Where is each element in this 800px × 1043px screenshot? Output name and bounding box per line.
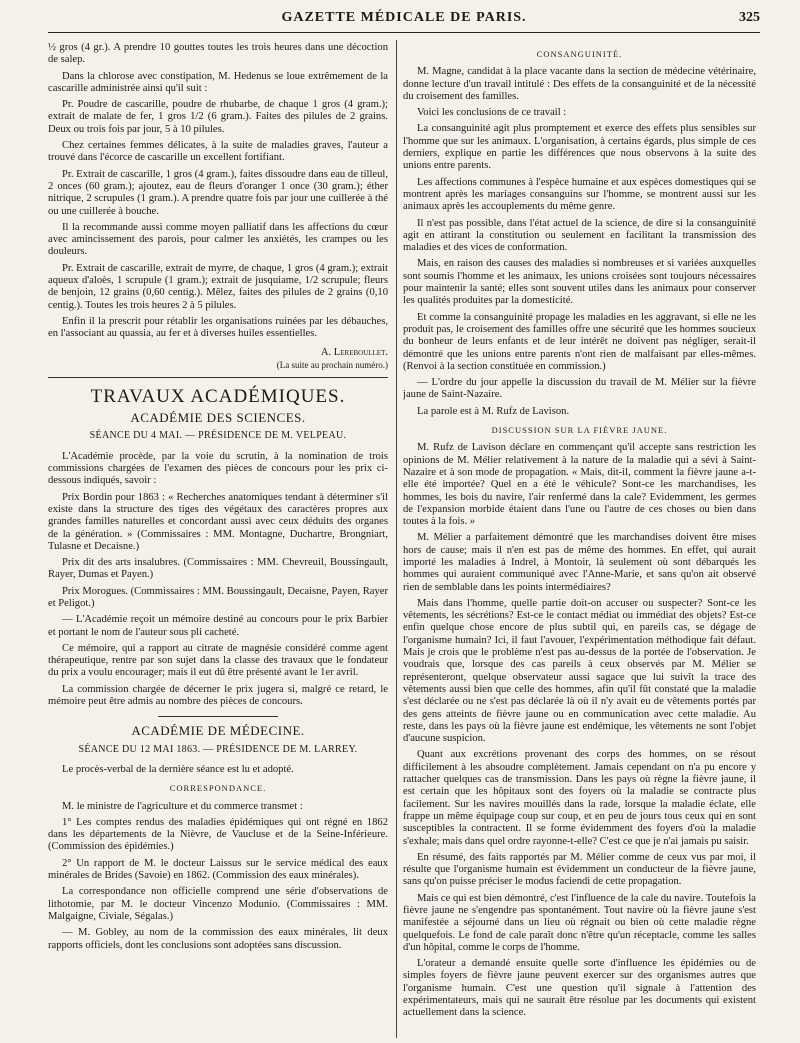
subsection-heading: CONSANGUINITÉ.	[536, 49, 623, 59]
paragraph: Dans la chlorose avec constipation, M. Hedenus se loue extrêmement de la cascarille administrée ainsi qu'il suit :	[48, 70, 388, 94]
paragraph: La commission chargée de décerner le prix jugera si, malgré ce retard, le mémoire peut être admis au nombre des pièces de concours.	[48, 683, 388, 708]
left-column	[48, 42, 388, 1040]
paragraph: 2° Un rapport de M. le docteur Laissus sur le service médical des eaux minérales de Brides (Savoie) en 1862. (Commission des eaux minérales).	[48, 857, 388, 882]
paragraph: — L'ordre du jour appelle la discussion du travail de M. Mélier sur la fièvre jaune de Saint-Nazaire.	[403, 377, 756, 401]
column-divider	[396, 40, 397, 1038]
paragraph: Prix Morogues. (Commissaires : MM. Boussingault, Decaisne, Payen, Rayer et Peligot.)	[48, 585, 388, 609]
paragraph: Mais, en raison des causes des maladies si nombreuses et si variées auxquelles sont soumis l'homme et les animaux, les unions croisées sont toujours nécessaires pour maintenir la santé; elles sont souvent utiles dans les animaux pour conserver les qualités produites par la domesticité.	[403, 258, 756, 307]
section-rule	[48, 377, 388, 378]
paragraph: Il n'est pas possible, dans l'état actuel de la science, de dire si la consanguinité agit en attirant la constitution ou seulement en facilitant la transmission des maladies et des vices de conformation.	[403, 217, 756, 254]
author-signature: A. Lereboullet.	[320, 346, 388, 358]
paragraph: Le procès-verbal de la dernière séance est lu et adopté.	[62, 763, 294, 775]
paragraph: Voici les conclusions de ce travail :	[417, 107, 567, 119]
paragraph: — L'Académie reçoit un mémoire destiné au concours pour le prix Barbier et portant le nom de l'auteur sous pli cacheté.	[48, 614, 388, 638]
page-number: 325	[739, 10, 760, 25]
paragraph: Il la recommande aussi comme moyen palliatif dans les affections du cœur avec amincissement des parois, pour calmer les anxiétés, les crampes ou les douleurs.	[48, 221, 388, 258]
section-title: TRAVAUX ACADÉMIQUES.	[90, 386, 346, 408]
subsection-heading: CORRESPONDANCE.	[169, 783, 267, 794]
right-column	[403, 42, 756, 1040]
paragraph: ½ gros (4 gr.). A prendre 10 gouttes toutes les trois heures dans une décoction de salep.	[48, 42, 388, 66]
paragraph: M. Magne, candidat à la place vacante dans la section de médecine vétérinaire, donne lecture d'un travail intitulé : Des effets de la consanguinité et de la nécessité du croisement des familles.	[403, 66, 756, 102]
subsection-heading: DISCUSSION SUR LA FIÈVRE JAUNE.	[491, 425, 668, 436]
session-heading: SÉANCE DU 12 MAI 1863. — PRÉSIDENCE DE M. LARREY.	[78, 743, 358, 755]
prescription: Pr. Extrait de cascarille, 1 gros (4 gram.), faites dissoudre dans eau de tilleul, 2 onces (60 gram.); ajoutez, eau de fleurs d'oranger 1 once (30 gram.); éther nitrique, 2 scrupules (1 gram.). A prendre quatre fois par jour une cuillerée à thé ou une cuillerée à bouche.	[48, 168, 388, 217]
paragraph: Enfin il la prescrit pour rétablir les organisations ruinées par les débauches, en l'associant au quassia, au fer et à diverses huiles essentielles.	[48, 315, 388, 340]
paragraph: Quant aux excrétions provenant des corps des hommes, on se résout difficilement à les absoudre complètement. Jamais cependant on n'a pu encore y rattacher quelques cas de transmission. Dans les pays où règne la fièvre jaune, il est certain que les hôpitaux sont des foyers où la maladie se contracte plus facilement. Sur les navires mouillés dans la rade, lorsque la maladie éclate, elle frappe un même équipage coup sur coup, et en peu de jours tous ceux qui en sont susceptibles la contractent. Il se forme évidemment des foyers d'où la maladie s'exhale; mais dans quel ordre rayonne-t-elle? C'est ce que je n'ai jamais pu saisir.	[403, 749, 756, 847]
paragraph: Et comme la consanguinité propage les maladies en les aggravant, si elle ne les produit pas, le croisement des familles offre une sécurité que les hommes soucieux du bonheur de leurs enfants et de leur intérêt ne doivent pas négliger, serait-il démontré que les unions entre parents n'ont rien de malfaisant par elles-mêmes. (Renvoi à la section constituée en commission.)	[403, 311, 756, 372]
paragraph: L'Académie procède, par la voie du scrutin, à la nomination de trois commissions chargées de l'examen des pièces de concours pour les prix ci-dessous indiqués, savoir :	[48, 450, 388, 487]
paragraph: La parole est à M. Rufz de Lavison.	[417, 405, 570, 417]
paragraph: L'orateur a demandé ensuite quelle sorte d'influence les épidémies ou de simples foyers de fièvre jaune peuvent exercer sur des organismes autres que l'organisme humain. C'est une question qu'il signale à l'attention des expérimentateurs, mais qui ne saurait être résolue par les documents qui existent actuellement dans la science.	[403, 958, 756, 1019]
journal-title: GAZETTE MÉDICALE DE PARIS.	[281, 10, 527, 25]
paragraph: 1° Les comptes rendus des maladies épidémiques qui ont régné en 1862 dans les départements de la Nièvre, de Vaucluse et de la Seine-Inférieure. (Commission des épidémies.)	[48, 816, 388, 853]
paragraph: Les affections communes à l'espèce humaine et aux espèces domestiques qui se montrent après les mariages consanguins sur l'homme, se montrent aussi sur les animaux après les accouplements du même genre.	[403, 176, 756, 213]
page-header	[48, 6, 760, 33]
continued-note: (La suite au prochain numéro.)	[276, 359, 388, 370]
paragraph: Ce mémoire, qui a rapport au citrate de magnésie considéré comme agent thérapeutique, rentre par son sujet dans la classe des travaux que le fondateur du prix a voulu encourager; mais il eut dû être présenté avant le 1er avril.	[48, 642, 388, 679]
prescription: Pr. Poudre de cascarille, poudre de rhubarbe, de chaque 1 gros (4 gram.); extrait de malate de fer, 1 gros 1/2 (6 gram.). Faites des pilules de 2 grains. Deux ou trois fois par jour, 5 à 10 pilules.	[48, 99, 388, 135]
session-heading: SÉANCE DU 4 MAI. — PRÉSIDENCE DE M. VELPEAU.	[89, 430, 347, 442]
paragraph: La consanguinité agit plus promptement et exerce des effets plus sensibles sur l'homme que sur les animaux. L'organisation, à certains égards, plus simple de ces derniers, explique en partie les différences que nous observons à la suite des unions entre parents.	[403, 123, 756, 172]
paragraph: Prix Bordin pour 1863 : « Recherches anatomiques tendant à déterminer s'il existe dans la structure des tiges des végétaux des caractères propres aux grandes familles naturelles et concordant aussi avec ceux déduits des organes de la génération. » (Commissaires : MM. Montagne, Duchartre, Brongniart, Tulasne et Decaisne.)	[48, 491, 388, 552]
paragraph: Mais dans l'homme, quelle partie doit-on accuser ou suspecter? Sont-ce les vêtements, les sécrétions? Est-ce le contact médiat ou immédiat des objets? Est-ce enfin quelque chose encore de plus subtil qui, en pareils cas, se dégage de l'organisme humain? Ici, il faut l'avouer, l'expérimentation méthodique fait défaut. Mais je crois que le problème n'est pas au-dessus de la portée de l'observation. Je voudrais que, lorsque des cas pareils à ceux observés par M. Mélier se représenteront, quelque observateur aussi sagace que lui suivît la trace des vêtements aussi bien que celle des hommes, afin qu'il fût constaté que la maladie s'est déclarée ou ne s'est pas déclarée là où il n'y avait eu de vêtements portés par des gens atteints de fièvre jaune ou en communication avec cette maladie. Au reste, dans les pays où la fièvre jaune est endémique, les vêtements ne sont l'objet d'aucune suspicion.	[403, 597, 756, 745]
paragraph: Chez certaines femmes délicates, à la suite de maladies graves, l'auteur a trouvé dans l'écorce de cascarille un excellent fortifiant.	[48, 140, 388, 164]
paragraph: M. Mélier a parfaitement démontré que les marchandises doivent être mises hors de cause; mais il n'en est pas de même des hommes. En effet, qui aurait importé les maladies à Indrel, à Montoir, là seulement où sont débarqués les hommes qui auraient communiqué avec l'Anne-Marie, et sans qu'on ait observé rien de semblable dans les points intermédiaires?	[403, 532, 756, 593]
prescription: Pr. Extrait de cascarille, extrait de myrre, de chaque, 1 gros (4 gram.); extrait aqueux d'aloès, 1 scrupule (1 gram.); extrait de jusquiame, 1/2 scrupule; fleurs de benjoin, 12 grains (0,60 centig.). Mêlez, faites des pilules de 2 grains (0,10 centig.). Toutes les trois heures 2 à 5 pilules.	[48, 262, 388, 311]
paragraph: Mais ce qui est bien démontré, c'est l'influence de la cale du navire. Toutefois la fièvre jaune ne s'engendre pas spontanément. Tout navire où la fièvre jaune s'est manifestée a séjourné dans un lieu où régnait ou bien où cette maladie règne quelquefois. Le fond de cale paraît donc n'être qu'un réceptacle, comme les salles d'un hôpital, comme le corps de l'homme.	[403, 892, 756, 953]
paragraph: — M. Gobley, au nom de la commission des eaux minérales, lit deux rapports officiels, dont les conclusions sont adoptées sans discussion.	[48, 927, 388, 951]
paragraph: Prix dit des arts insalubres. (Commissaires : MM. Chevreuil, Boussingault, Rayer, Dumas et Payen.)	[48, 557, 388, 581]
paragraph: M. Rufz de Lavison déclare en commençant qu'il accepte sans restriction les opinions de M. Mélier relativement à la nature de la maladie qui a sévi à Saint-Nazaire et à son mode de propagation. « Mais, dit-il, comment la fièvre jaune a-t-elle été importée? Quel en a été le véhicule? Sont-ce les marchandises, les hommes, les bois du navire, l'air renfermé dans la cale? Evidemment, les germes de l'expansion morbide étaient dans l'une ou l'autre de ces choses ou bien dans toutes à la fois. »	[403, 442, 756, 528]
paragraph: La correspondance non officielle comprend une série d'observations de lithotomie, par M. le docteur Vincenzo Modunio. (Commissaires : MM. Malgaigne, Civiale, Ségalas.)	[48, 886, 388, 922]
academy-title: ACADÉMIE DES SCIENCES.	[130, 410, 306, 426]
section-rule	[158, 716, 278, 717]
academy-title: ACADÉMIE DE MÉDECINE.	[131, 723, 305, 739]
paragraph: En résumé, des faits rapportés par M. Mélier comme de ceux vus par moi, il résulte que l'organisme humain est évidemment un conducteur de la fièvre jaune, sans qu'on puisse préciser le modus faciendi de cette propagation.	[403, 851, 756, 888]
paragraph: M. le ministre de l'agriculture et du commerce transmet :	[62, 800, 303, 812]
